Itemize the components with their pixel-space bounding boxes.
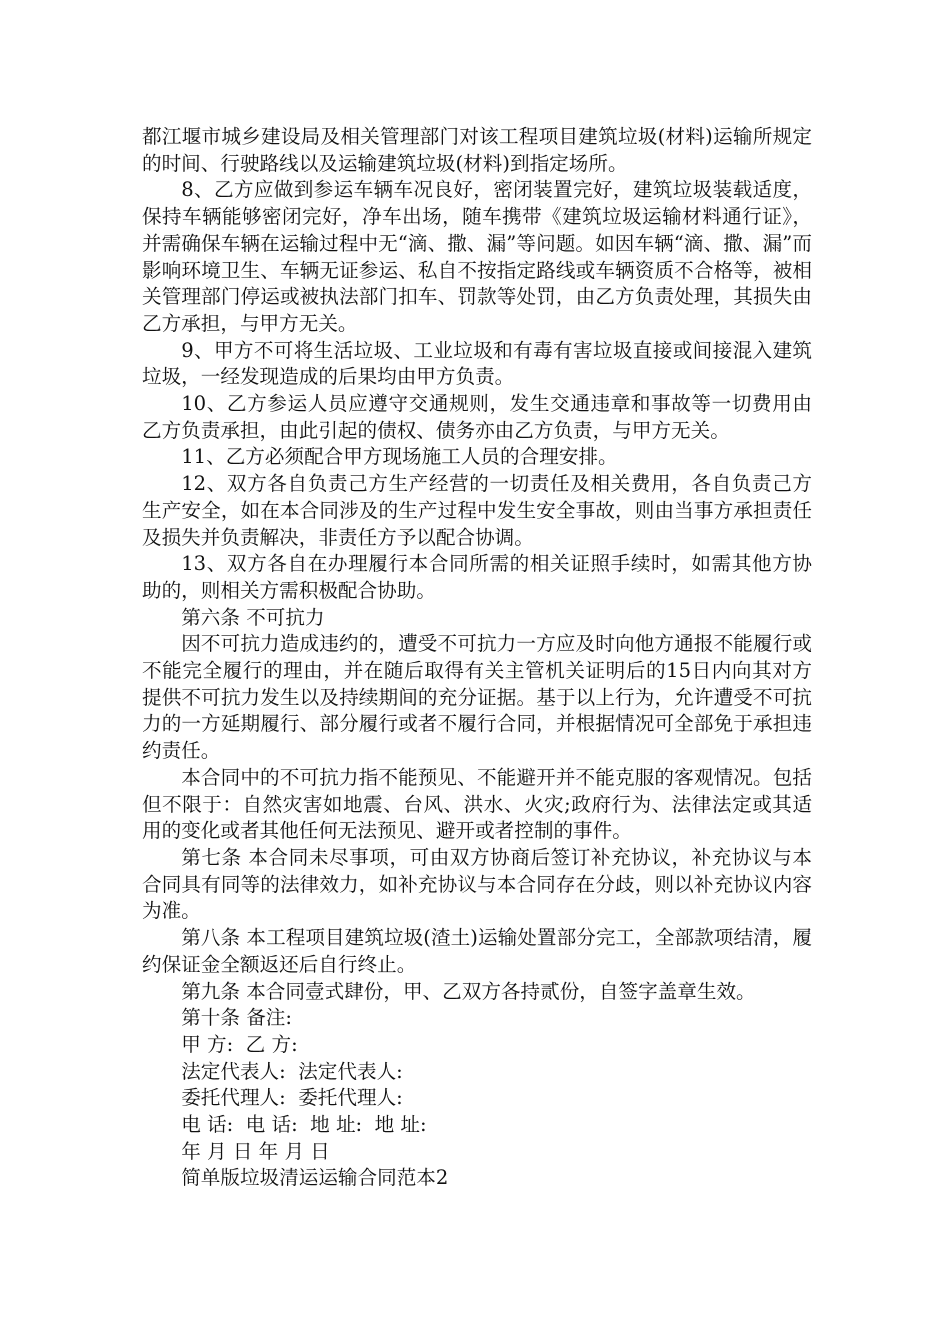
legal-representative-line: 法定代表人: 法定代表人:: [181, 1059, 403, 1083]
force-majeure-paragraph: 因不可抗力造成违约的，遭受不可抗力一方应及时向他方通报不能履行或不能完全履行的理由，并在随后取得有关主管机关证明后的15日内向其对方提供不可抗力发生以及持续期间的充分证据。基于以上行为，允许遭受不可抗力的一方延期履行、部分履行或者不履行合同，并根据情况可全部免于承担违约责任。: [142, 632, 812, 763]
clause-11: 11、乙方必须配合甲方现场施工人员的合理安排。: [181, 445, 618, 469]
clause-8: 8、乙方应做到参运车辆车况良好，密闭装置完好，建筑垃圾装载适度，保持车辆能够密闭完好，净车出场，随车携带《建筑垃圾运输材料通行证》，并需确保车辆在运输过程中无“滴、撒、漏”等问题。如因车辆“滴、撒、漏”而影响环境卫生、车辆无证参运、私自不按指定路线或车辆资质不合格等，被相关管理部门停运或被执法部门扣车、罚款等处罚，由乙方负责处理，其损失由乙方承担，与甲方无关。: [142, 178, 812, 335]
force-majeure-definition: 本合同中的不可抗力指不能预见、不能避开并不能克服的客观情况。包括但不限于：自然灾害如地震、台风、洪水、火灾;政府行为、法律法定或其适用的变化或者其他任何无法预见、避开或者控制的事件。: [142, 765, 812, 843]
clause-9: 9、甲方不可将生活垃圾、工业垃圾和有毒有害垃圾直接或间接混入建筑垃圾，一经发现造成的后果均由甲方负责。: [142, 338, 812, 389]
article-7: 第七条 本合同未尽事项，可由双方协商后签订补充协议，补充协议与本合同具有同等的法律效力，如补充协议与本合同存在分歧，则以补充协议内容为准。: [142, 845, 812, 923]
clause-10: 10、乙方参运人员应遵守交通规则，发生交通违章和事故等一切费用由乙方负责承担，由此引起的债权、债务亦由乙方负责，与甲方无关。: [142, 392, 812, 442]
article-8: 第八条 本工程项目建筑垃圾(渣土)运输处置部分完工，全部款项结清，履约保证金全额返还后自行终止。: [142, 926, 812, 976]
paragraph-continuation: 都江堰市城乡建设局及相关管理部门对该工程项目建筑垃圾(材料)运输所规定的时间、行驶路线以及运输建筑垃圾(材料)到指定场所。: [142, 125, 812, 175]
party-line: 甲 方: 乙 方:: [181, 1032, 298, 1056]
article-10-remarks: 第十条 备注:: [181, 1006, 292, 1030]
clause-12: 12、双方各自负责己方生产经营的一切责任及相关费用，各自负责己方生产安全，如在本合同涉及的生产过程中发生安全事故，则由当事方承担责任及损失并负责解决，非责任方予以配合协调。: [142, 472, 812, 549]
date-line: 年 月 日 年 月 日: [181, 1139, 330, 1163]
article-6-heading: 第六条 不可抗力: [181, 605, 325, 629]
authorized-agent-line: 委托代理人: 委托代理人:: [181, 1086, 403, 1110]
next-document-title: 简单版垃圾清运运输合同范本2: [181, 1166, 449, 1190]
phone-address-line: 电 话: 电 话: 地 址: 地 址:: [181, 1113, 427, 1137]
document-body: [142, 124, 812, 1192]
clause-13: 13、双方各自在办理履行本合同所需的相关证照手续时，如需其他方协助的，则相关方需积极配合协助。: [142, 552, 812, 602]
article-9: 第九条 本合同壹式肆份，甲、乙双方各持贰份，自签字盖章生效。: [181, 979, 756, 1003]
